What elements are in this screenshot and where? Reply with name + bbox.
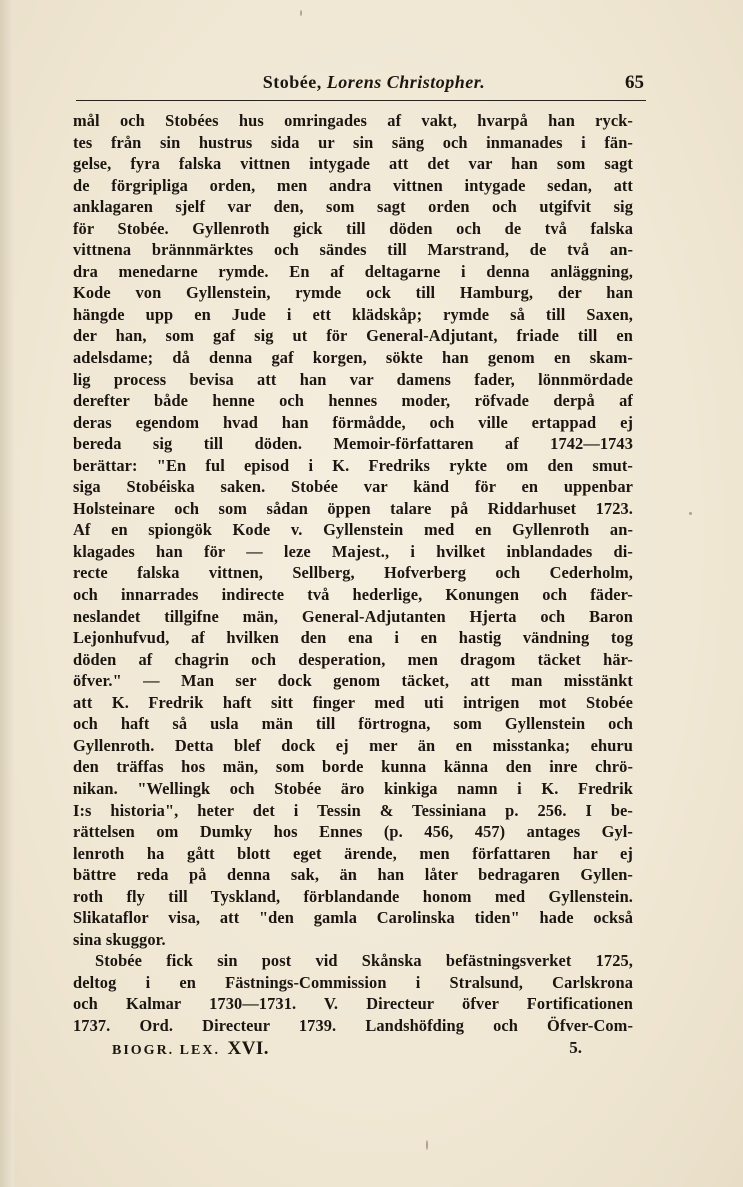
text-line: hängde upp en Jude i ett klädskåp; rymde så till Saxen,	[73, 304, 633, 324]
body-text	[73, 110, 633, 1037]
text-line: och Kalmar 1730—1731. V. Directeur öfver Fortificationen	[73, 994, 633, 1014]
paper-speck	[300, 10, 302, 16]
text-line: och innarrades indirecte två hederlige, Konungen och fäder-	[73, 585, 633, 605]
text-line: Slikataflor visa, att "den gamla Carolinska tiden" hade också	[73, 908, 633, 928]
text-line: recte falska vittnen, Sellberg, Hofverberg och Cederholm,	[73, 563, 633, 583]
text-line: adelsdame; då denna gaf korgen, sökte han genom en skam-	[73, 348, 633, 368]
page-gutter	[0, 0, 14, 1187]
text-line: Kode von Gyllenstein, rymde ock till Hamburg, der han	[73, 283, 633, 303]
text-line: der han, som gaf sig ut för General-Adjutant, friade till en	[73, 326, 633, 346]
text-line: lenroth ha gått blott eget ärende, men författaren har ej	[73, 843, 633, 863]
text-line: lig process bevisa att han var damens fader, lönnmördade	[73, 369, 633, 389]
text-line: döden af chagrin och desperation, men dragom täcket här-	[73, 649, 633, 669]
signature-text: BIOGR. LEX.	[112, 1043, 220, 1058]
paper-speck	[426, 1140, 428, 1150]
text-line: Gyllenroth. Detta blef dock ej mer än en misstanka; ehuru	[73, 735, 633, 755]
text-line: deras egendom hvad han förmådde, och ville ertappad ej	[73, 412, 633, 432]
text-line: bereda sig till döden. Memoir-författaren af 1742—1743	[73, 434, 633, 454]
text-line: den träffas hos män, som borde kunna känna den inre chrö-	[73, 757, 633, 777]
page-footer	[112, 1038, 582, 1062]
page-header	[76, 72, 644, 100]
running-head-surname: Stobée,	[262, 72, 322, 92]
text-line: de förgripliga orden, men andra vittnen intygade sedan, att	[73, 175, 633, 195]
text-line: och haft så usla män till förtrogna, som Gyllenstein och	[73, 714, 633, 734]
text-line: Lejonhufvud, af hvilken den ena i en hastig vändning tog	[73, 628, 633, 648]
paper-speck	[689, 512, 692, 515]
text-line: I:s historia", heter det i Tessin & Tessiniana p. 256. I be-	[73, 800, 633, 820]
text-line: vittnena brännmärktes och sändes till Marstrand, de två an-	[73, 240, 633, 260]
text-line: berättar: "En ful episod i K. Fredriks rykte om den smut-	[73, 455, 633, 475]
text-line: öfver." — Man ser dock genom täcket, att man misstänkt	[73, 671, 633, 691]
text-line: derefter både henne och hennes moder, röfvade derpå af	[73, 391, 633, 411]
text-line: rättelsen om Dumky hos Ennes (p. 456, 457) antages Gyl-	[73, 822, 633, 842]
text-line: klagades han för — leze Majest., i hvilket inblandades di-	[73, 541, 633, 561]
running-head-name: Lorens Christopher.	[326, 72, 486, 92]
running-head	[204, 72, 544, 93]
text-line: gelse, fyra falska vittnen intygade att det var han som sagt	[73, 154, 633, 174]
text-line: sina skuggor.	[73, 929, 166, 949]
text-line: tes från sin hustrus sida ur sin säng och inmanades i fän-	[73, 132, 633, 152]
text-line: nikan. "Wellingk och Stobée äro kinkiga namn i K. Fredrik	[73, 778, 633, 798]
text-line: Holsteinare och som sådan öppen talare på Riddarhuset 1723.	[73, 498, 633, 518]
text-line: Stobée fick sin post vid Skånska befästningsverket 1725,	[95, 951, 633, 971]
header-rule	[76, 100, 646, 101]
text-line: dra menedarne rymde. En af deltagarne i denna anläggning,	[73, 261, 633, 281]
signature-mark	[112, 1038, 269, 1060]
page-number: 65	[625, 72, 644, 93]
text-line: anklagaren sjelf var den, som sagt orden och utgifvit sig	[73, 197, 633, 217]
sheet-mark: 5.	[569, 1038, 582, 1057]
text-line: bättre reda på denna sak, än han låter bedragaren Gyllen-	[73, 865, 633, 885]
text-line: för Stobée. Gyllenroth gick till döden och de två falska	[73, 218, 633, 238]
volume-number: XVI.	[227, 1038, 270, 1059]
text-line: siga Stobéiska saken. Stobée var känd för en uppenbar	[73, 477, 633, 497]
text-line: 1737. Ord. Directeur 1739. Landshöfding och Öfver-Com-	[73, 1015, 633, 1035]
text-line: att K. Fredrik haft sitt finger med uti intrigen mot Stobée	[73, 692, 633, 712]
text-line: neslandet tillgifne män, General-Adjutanten Hjerta och Baron	[73, 606, 633, 626]
text-line: mål och Stobées hus omringades af vakt, hvarpå han ryck-	[73, 111, 633, 130]
text-line: Af en spiongök Kode v. Gyllenstein med en Gyllenroth an-	[73, 520, 633, 540]
text-line: roth fly till Tyskland, förblandande honom med Gyllenstein.	[73, 886, 633, 906]
text-line: deltog i en Fästnings-Commission i Stralsund, Carlskrona	[73, 972, 633, 992]
